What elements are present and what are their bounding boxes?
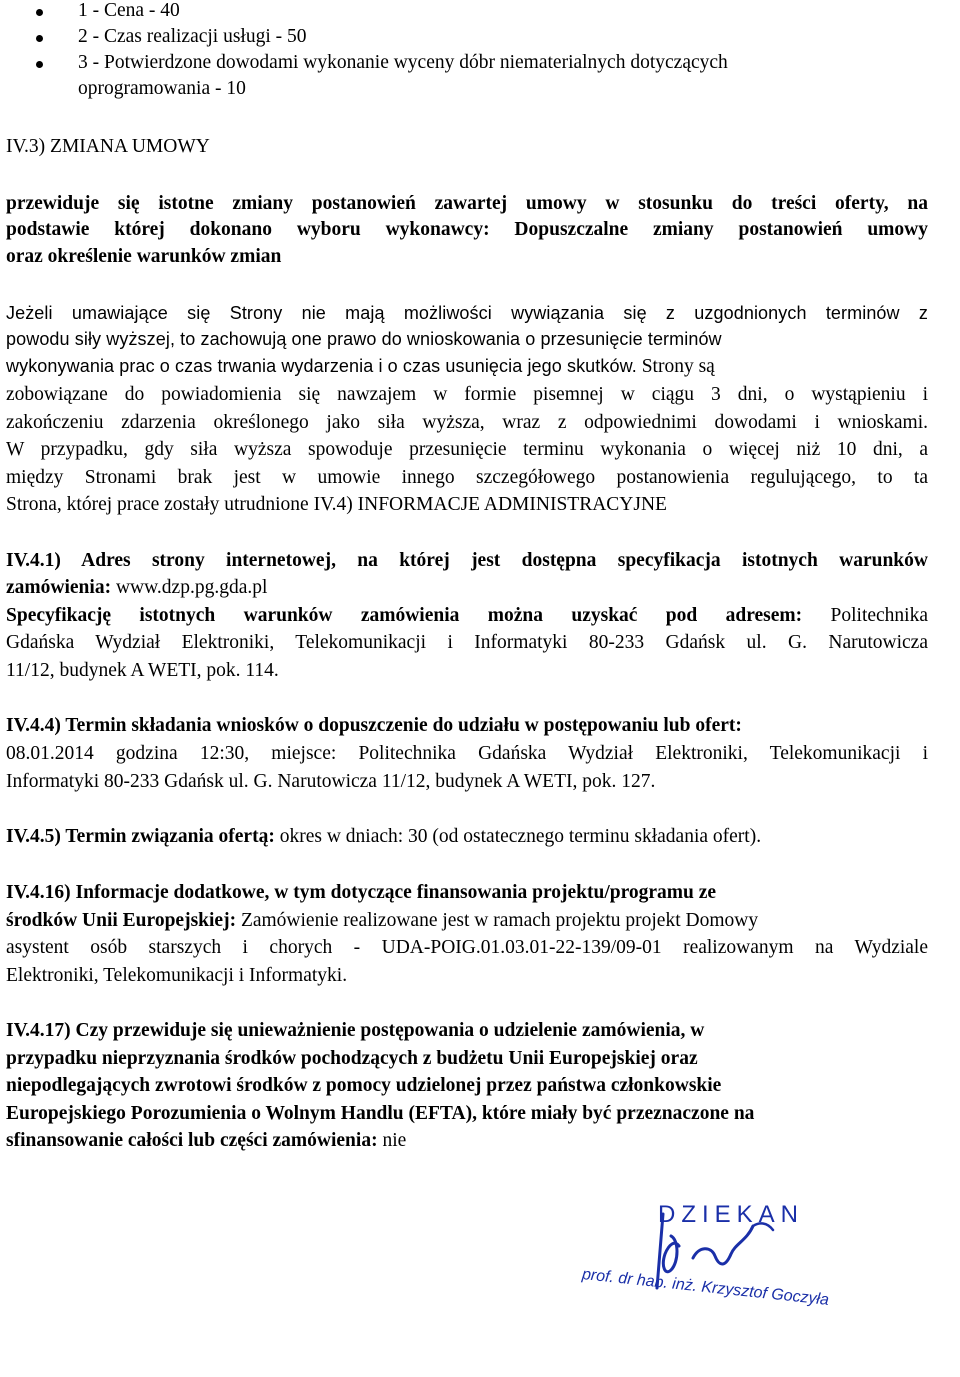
- text-run: podstawie której dokonano wyboru wykonawcy:: [6, 219, 490, 240]
- bullet-icon: [36, 61, 43, 68]
- text-run: okres w dniach: 30 (od ostatecznego terminu składania ofert).: [279, 826, 762, 847]
- text-run: Politechnika: [830, 605, 928, 626]
- paragraph-line: Informatyki 80-233 Gdańsk ul. G. Narutowicza 11/12, budynek A WETI, pok. 127.: [6, 771, 656, 792]
- paragraph-line: przypadku nieprzyznania środków pochodzących z budżetu Unii Europejskiej oraz: [6, 1048, 698, 1069]
- paragraph-line: 08.01.2014 godzina 12:30, miejsce: Politechnika Gdańska Wydział Elektroniki, Telekomunikacji i: [6, 743, 928, 764]
- paragraph-line: powodu siły wyższej, to zachowują one prawo do wnioskowania o przesunięcie terminów: [6, 329, 722, 349]
- list-item: 3 - Potwierdzone dowodami wykonanie wyceny dóbr niematerialnych dotyczących: [78, 52, 728, 73]
- list-item: 2 - Czas realizacji usługi - 50: [78, 26, 307, 47]
- paragraph-line: [6, 492, 667, 518]
- paragraph-line: [6, 908, 758, 934]
- paragraph-line: IV.4.1) Adres strony internetowej, na której jest dostępna specyfikacja istotnych warunków: [6, 550, 928, 571]
- paragraph-line: Europejskiego Porozumienia o Wolnym Handlu (EFTA), które miały być przeznaczone na: [6, 1103, 755, 1124]
- paragraph-line: IV.4.16) Informacje dodatkowe, w tym dotyczące finansowania projektu/programu ze: [6, 882, 717, 903]
- text-run: Dopuszczalne zmiany postanowień umowy: [514, 219, 928, 240]
- stamp-name: prof. dr hab. inż. Krzysztof Goczyła: [581, 1266, 830, 1309]
- text-run: Strona, której prace zostały utrudnione: [6, 494, 309, 515]
- paragraph-line: [6, 824, 761, 850]
- bullet-icon: [36, 9, 43, 16]
- paragraph-line: między Stronami brak jest w umowie innego szczegółowego postanowienia regulującego, to ta: [6, 467, 928, 488]
- paragraph-line: asystent osób starszych i chorych - UDA-POIG.01.03.01-22-139/09-01 realizowanym na Wydziale: [6, 937, 928, 958]
- text-run: IV.4.5) Termin związania ofertą:: [6, 826, 275, 847]
- paragraph-line: Gdańska Wydział Elektroniki, Telekomunikacji i Informatyki 80-233 Gdańsk ul. G. Narutowicza: [6, 632, 928, 653]
- section-heading: IV.3) ZMIANA UMOWY: [6, 136, 210, 157]
- text-run: zamówienia:: [6, 577, 112, 598]
- paragraph-line: [6, 1128, 406, 1154]
- bullet-icon: [36, 35, 43, 42]
- text-run: Strony są: [641, 356, 715, 377]
- text-run: wykonywania prac o czas trwania wydarzenia i o czas usunięcia jego skutków.: [6, 356, 637, 376]
- paragraph-line: niepodlegających zwrotowi środków z pomocy udzielonej przez państwa członkowskie: [6, 1075, 722, 1096]
- paragraph-line: 11/12, budynek A WETI, pok. 114.: [6, 660, 279, 681]
- text-run: nie: [382, 1130, 407, 1151]
- paragraph-line: W przypadku, gdy siła wyższa spowoduje przesunięcie terminu wykonania o więcej niż 10 dni, a: [6, 439, 928, 460]
- paragraph-line: [6, 217, 928, 243]
- paragraph-line: zakończeniu zdarzenia określonego jako siła wyższa, wraz z odpowiednimi dowodami i wnioskami.: [6, 412, 928, 433]
- paragraph-line: Jeżeli umawiające się Strony nie mają możliwości wywiązania się z uzgodnionych terminów z: [6, 303, 928, 323]
- paragraph-line: zobowiązane do powiadomienia się nawzajem w formie pisemnej w ciągu 3 dni, o wystąpieniu i: [6, 384, 928, 405]
- list-item: 1 - Cena - 40: [78, 0, 180, 21]
- paragraph-line: przewiduje się istotne zmiany postanowień zawartej umowy w stosunku do treści oferty, na: [6, 193, 928, 214]
- text-run: Zamówienie realizowane jest w ramach projektu projekt Domowy: [240, 910, 759, 931]
- paragraph-line: oraz określenie warunków zmian: [6, 246, 282, 267]
- section-heading: IV.4) INFORMACJE ADMINISTRACYJNE: [313, 494, 667, 515]
- paragraph-line: Elektroniki, Telekomunikacji i Informatyki.: [6, 965, 348, 986]
- paragraph-line: IV.4.4) Termin składania wniosków o dopuszczenie do udziału w postępowaniu lub ofert:: [6, 715, 742, 736]
- website-link[interactable]: www.dzp.pg.gda.pl: [115, 577, 268, 598]
- list-item-continuation: oprogramowania - 10: [78, 78, 246, 99]
- stamp-title: DZIEKAN: [658, 1201, 805, 1228]
- paragraph-line: IV.4.17) Czy przewiduje się unieważnienie postępowania o udzielenie zamówienia, w: [6, 1020, 705, 1041]
- text-run: sfinansowanie całości lub części zamówienia:: [6, 1130, 378, 1151]
- paragraph-line: [6, 353, 715, 380]
- text-run: Specyfikację istotnych warunków zamówienia można uzyskać pod adresem:: [6, 605, 803, 626]
- paragraph-line: [6, 575, 267, 601]
- paragraph-line: [6, 603, 928, 629]
- text-run: środków Unii Europejskiej:: [6, 910, 237, 931]
